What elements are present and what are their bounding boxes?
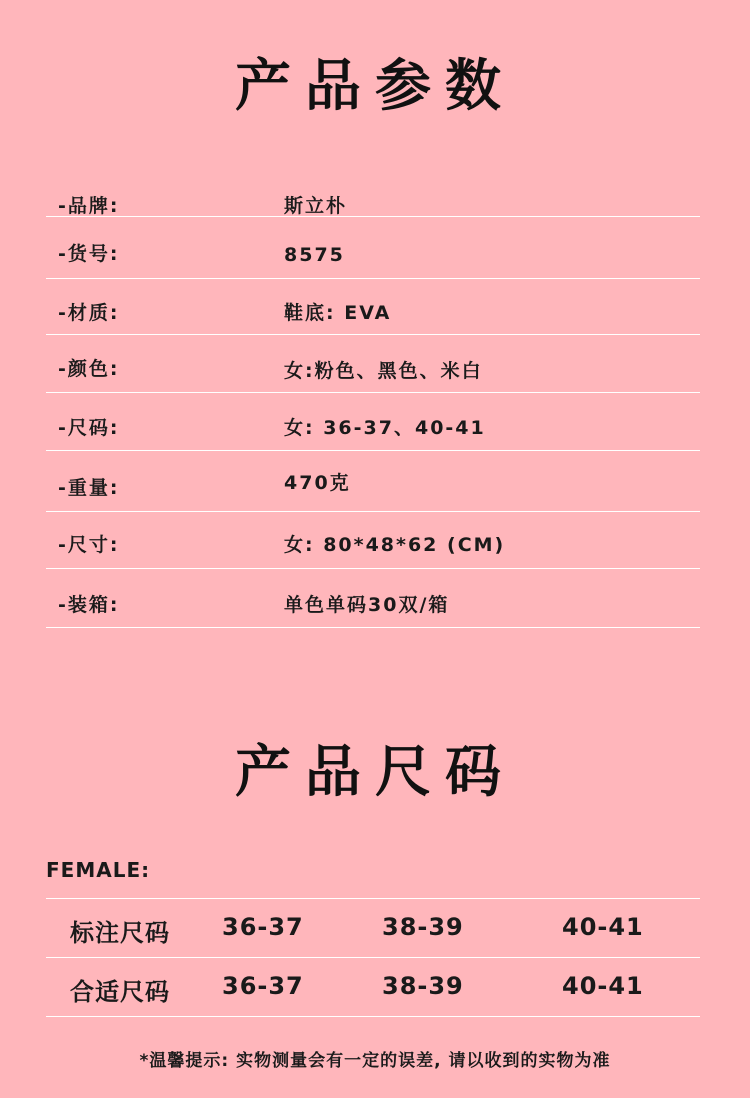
size-row-name: 标注尺码 — [70, 919, 170, 947]
spec-value: 8575 — [284, 244, 345, 266]
spec-label: -材质: — [58, 302, 120, 324]
spec-table — [46, 186, 700, 628]
size-row-name: 合适尺码 — [70, 978, 170, 1006]
spec-value: 女:粉色、黑色、米白 — [284, 360, 483, 382]
spec-label: -尺码: — [58, 417, 120, 439]
spec-row-packing — [46, 569, 700, 628]
spec-row-size — [46, 393, 700, 451]
size-cell: 36-37 — [222, 913, 304, 941]
spec-label: -重量: — [58, 477, 120, 499]
size-cell: 40-41 — [562, 913, 644, 941]
size-table — [46, 898, 700, 1017]
spec-value: 女: 80*48*62 (CM) — [284, 534, 506, 556]
spec-value: 单色单码30双/箱 — [284, 594, 450, 616]
spec-row-item-number — [46, 217, 700, 279]
spec-label: -货号: — [58, 243, 120, 265]
product-params-title: 产品参数 — [235, 54, 515, 119]
spec-row-color — [46, 335, 700, 393]
spec-row-brand — [46, 186, 700, 217]
spec-value: 斯立朴 — [284, 195, 348, 217]
spec-label: -尺寸: — [58, 534, 120, 556]
spec-label: -品牌: — [58, 195, 120, 217]
size-cell: 36-37 — [222, 972, 304, 1000]
size-cell: 40-41 — [562, 972, 644, 1000]
spec-value: 470克 — [284, 472, 351, 494]
measurement-note: *温馨提示: 实物测量会有一定的误差, 请以收到的实物为准 — [139, 1051, 611, 1071]
spec-label: -颜色: — [58, 358, 120, 380]
spec-row-material — [46, 279, 700, 335]
size-cell: 38-39 — [382, 913, 464, 941]
product-sizes-title: 产品尺码 — [235, 740, 515, 805]
spec-value: 女: 36-37、40-41 — [284, 417, 486, 439]
female-label: FEMALE: — [46, 858, 151, 882]
spec-row-dimensions — [46, 512, 700, 569]
spec-value: 鞋底: EVA — [284, 302, 392, 324]
size-cell: 38-39 — [382, 972, 464, 1000]
spec-label: -装箱: — [58, 594, 120, 616]
size-row-labeled — [46, 899, 700, 958]
spec-row-weight — [46, 451, 700, 512]
size-row-fit — [46, 958, 700, 1017]
